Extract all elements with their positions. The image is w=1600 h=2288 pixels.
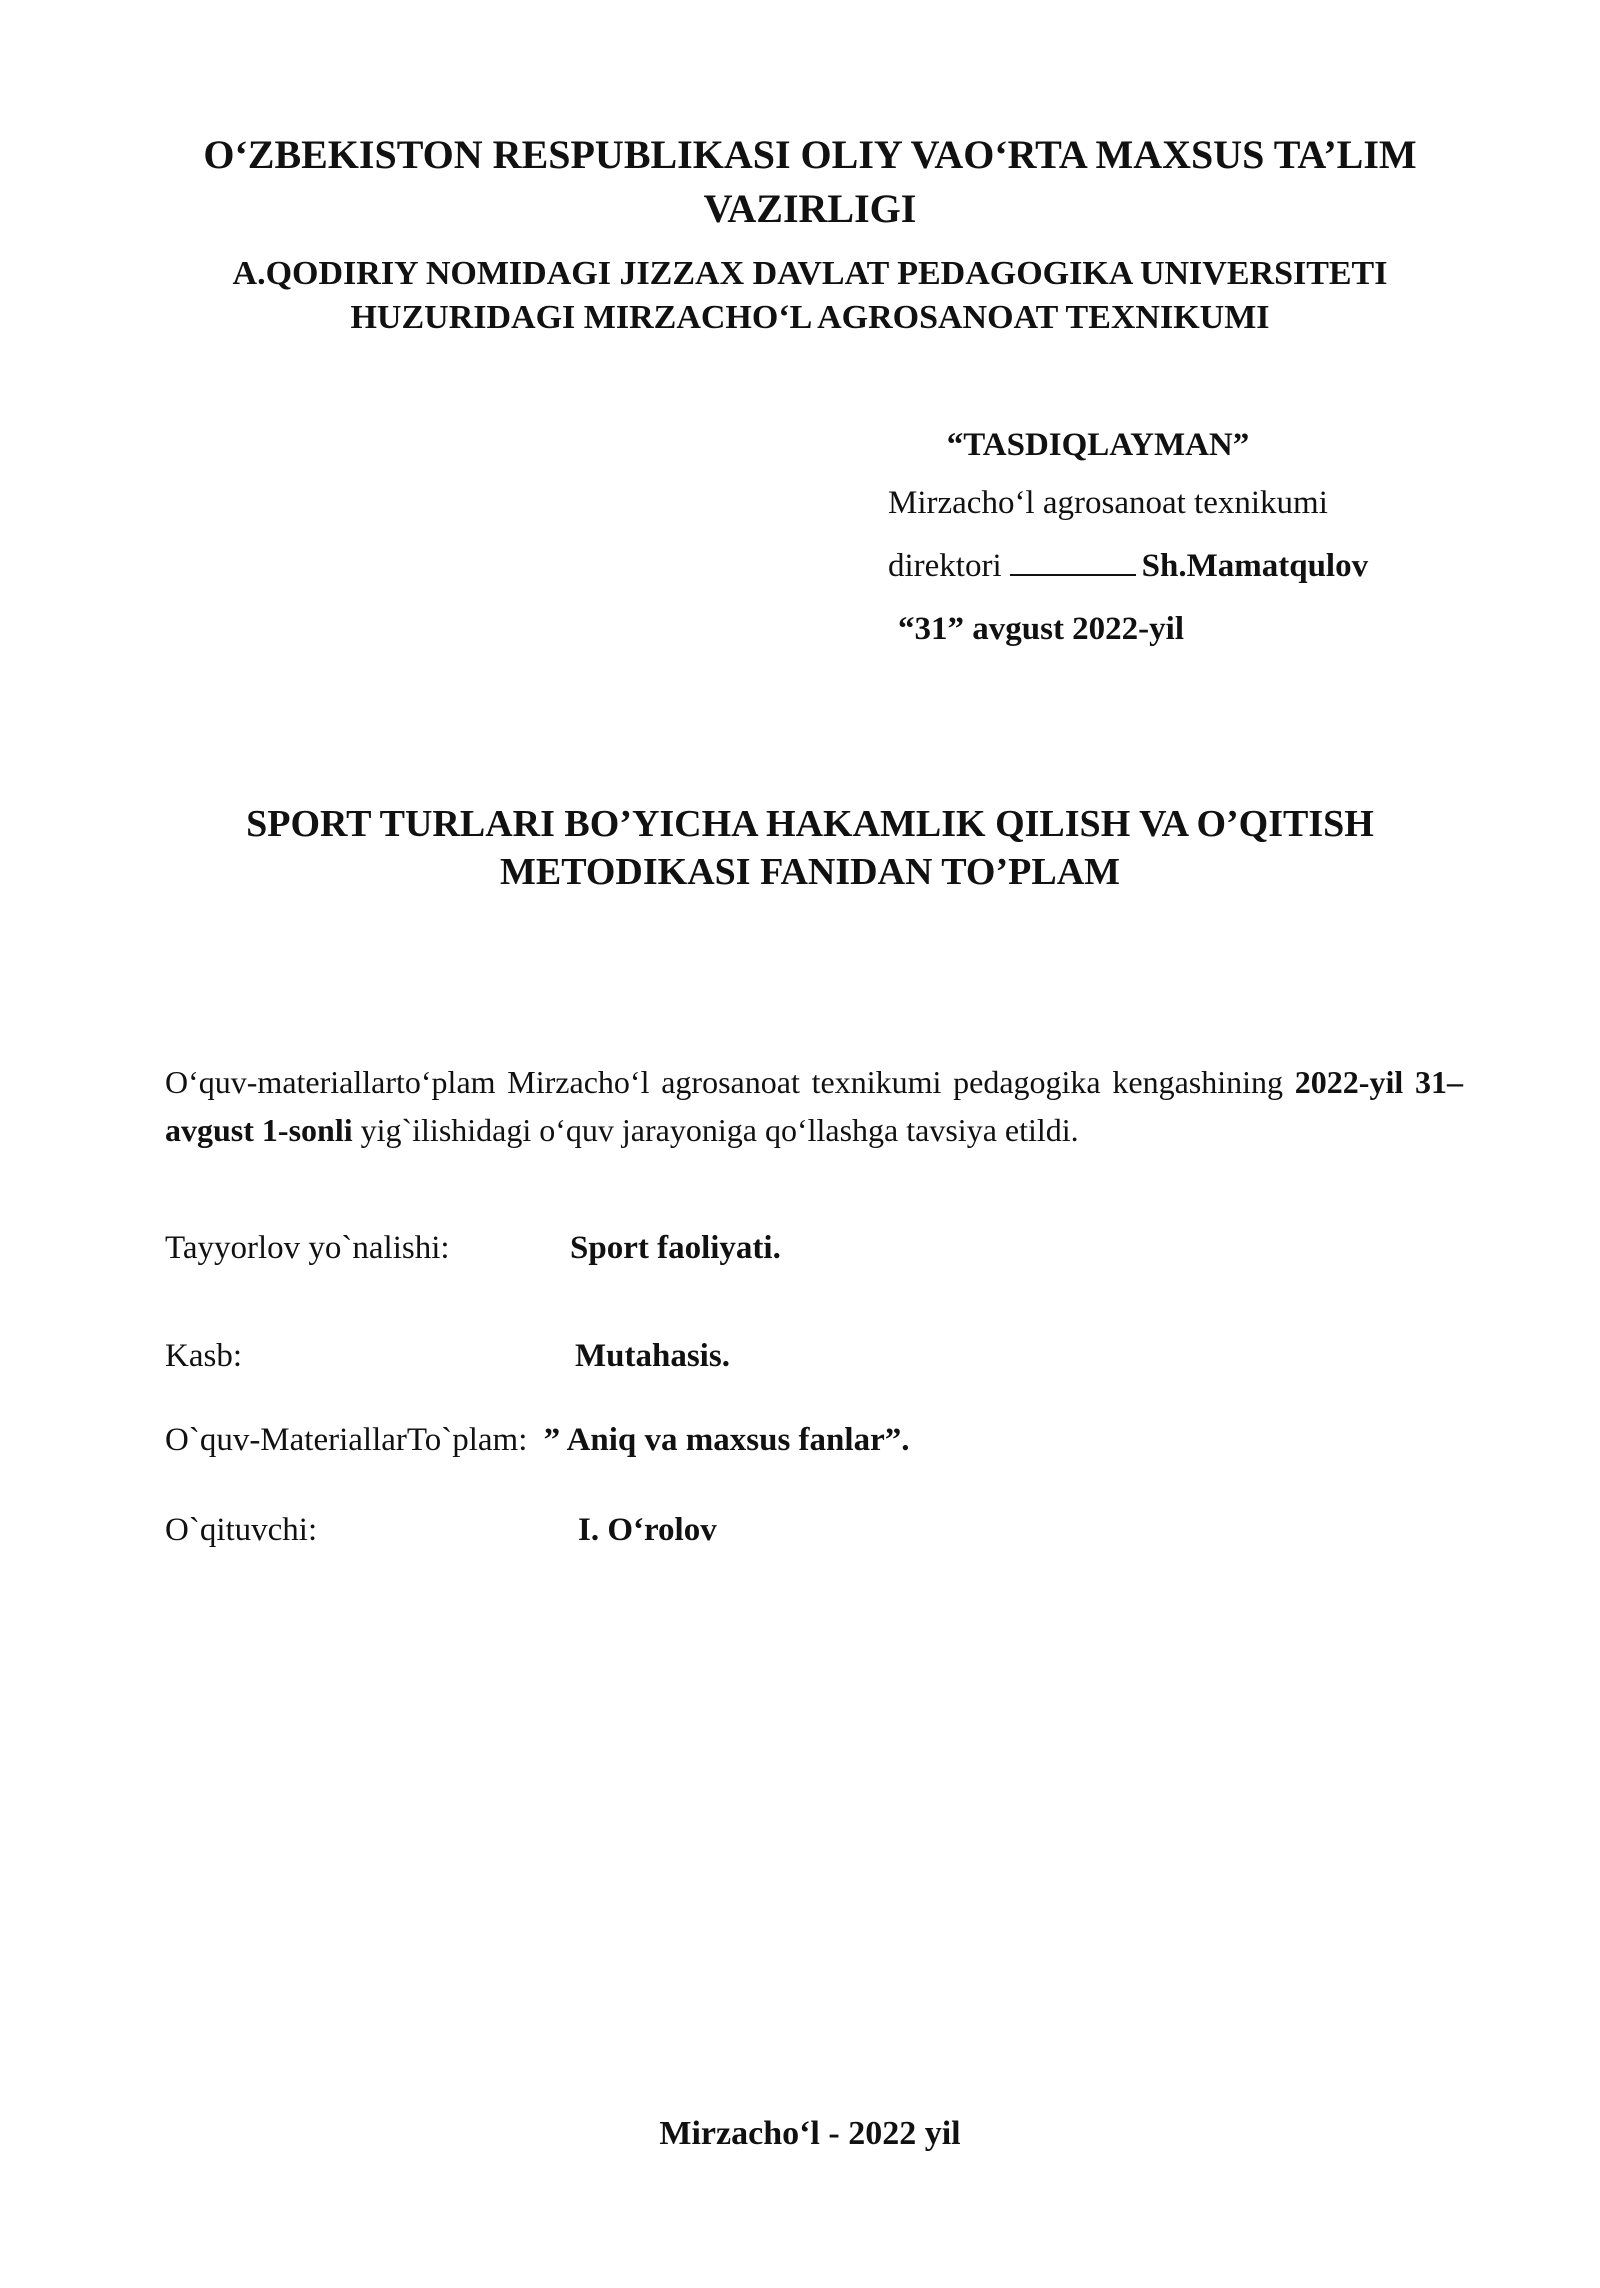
approval-title: “TASDIQLAYMAN” <box>946 427 1250 463</box>
university-line-2: HUZURIDAGI MIRZACHO‘L AGROSANOAT TEXNIKUMI <box>350 299 1270 336</box>
direction-label: Tayyorlov yo`nalishi: <box>165 1230 450 1266</box>
approval-date: “31” avgust 2022-yil <box>898 611 1185 647</box>
collection-field <box>165 1418 909 1462</box>
recommendation-paragraph <box>165 1058 1463 1154</box>
approval-org: Mirzacho‘l agrosanoat texnikumi <box>888 485 1328 521</box>
recommendation-text-start: O‘quv-materiallarto‘plam Mirzacho‘l agrosanoat texnikumi pedagogika kengashining <box>165 1064 1295 1100</box>
approval-signature-row <box>888 535 1528 598</box>
document-title <box>160 800 1460 896</box>
approval-block <box>888 418 1528 661</box>
teacher-field <box>165 1508 717 1552</box>
approval-position: direktori <box>888 548 1002 584</box>
teacher-value: I. O‘rolov <box>578 1512 717 1548</box>
collection-value: ” Aniq va maxsus fanlar”. <box>543 1422 910 1458</box>
ministry-heading <box>160 128 1460 236</box>
document-title-line-1: SPORT TURLARI BO’YICHA HAKAMLIK QILISH VA O’QITISH <box>246 803 1374 845</box>
university-line-1: A.QODIRIY NOMIDAGI JIZZAX DAVLAT PEDAGOGIKA UNIVERSITETI <box>232 255 1388 292</box>
recommendation-text-bold: 2022-yil 31–avgust 1-sonli <box>165 1064 1463 1148</box>
approval-name: Sh.Mamatqulov <box>1141 548 1369 584</box>
university-heading <box>160 252 1460 340</box>
document-title-line-2: METODIKASI FANIDAN TO’PLAM <box>499 851 1121 893</box>
direction-value: Sport faoliyati. <box>570 1230 781 1266</box>
signature-line <box>1010 546 1136 576</box>
teacher-label: O`qituvchi: <box>165 1512 318 1548</box>
ministry-text: O‘ZBEKISTON RESPUBLIKASI OLIY VAO‘RTA MAXSUS TA’LIM VAZIRLIGI <box>203 132 1417 231</box>
collection-label: O`quv-MateriallarTo`plam: <box>165 1422 528 1458</box>
direction-field <box>165 1226 781 1270</box>
recommendation-text-end: yig`ilishidagi o‘quv jarayoniga qo‘llashga tavsiya etildi. <box>352 1112 1079 1148</box>
profession-label: Kasb: <box>165 1338 242 1374</box>
profession-field <box>165 1334 730 1378</box>
profession-value: Mutahasis. <box>575 1338 730 1374</box>
footer-place-year: Mirzacho‘l - 2022 yil <box>659 2115 961 2152</box>
